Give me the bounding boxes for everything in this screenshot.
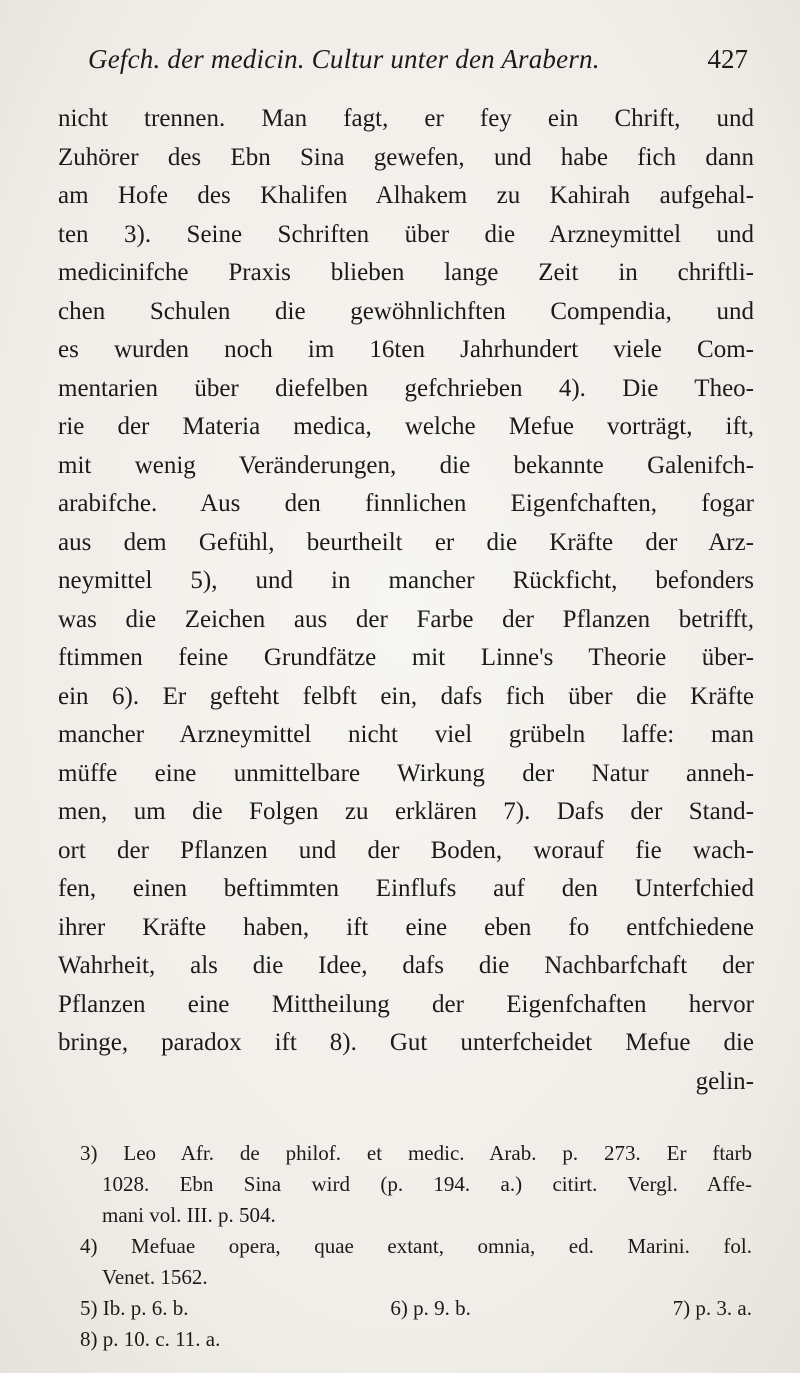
text-line: aus dem Gefühl, beurtheilt er die Kräfte der Arz- — [58, 528, 754, 556]
text-line: ten 3). Seine Schriften über die Arzneymittel und — [58, 220, 754, 248]
page-header — [88, 44, 748, 84]
text-line: fen, einen beftimmten Einflufs auf den Unterfchied — [58, 875, 754, 902]
text-line: ftimmen feine Grundfätze mit Linne's Theorie über- — [58, 644, 754, 671]
text-line: rie der Materia medica, welche Mefue vorträgt, ift, — [58, 413, 754, 440]
footnote-4-line: Venet. 1562. — [102, 1265, 208, 1289]
text-line: müffe eine unmittelbare Wirkung der Natur anneh- — [58, 759, 754, 787]
body-text — [58, 100, 754, 1101]
footnotes-5-6-7-row — [80, 1293, 752, 1324]
footnote-7: 7) p. 3. a. — [672, 1296, 752, 1320]
text-line: mit wenig Veränderungen, die bekannte Galenifch- — [58, 451, 754, 479]
text-line: bringe, paradox ift 8). Gut unterfcheidet Mefue die — [58, 1029, 754, 1056]
text-line: nicht trennen. Man fagt, er fey ein Chrift, und — [58, 105, 754, 132]
footnote-8: 8) p. 10. c. 11. a. — [80, 1327, 221, 1351]
text-line: Zuhörer des Ebn Sina gewefen, und habe fich dann — [58, 143, 754, 171]
text-line: was die Zeichen aus der Farbe der Pflanzen betrifft, — [58, 605, 754, 633]
text-line: mentarien über diefelben gefchrieben 4). Die Theo- — [58, 374, 754, 402]
footnote-3-line: 3) Leo Afr. de philof. et medic. Arab. p. 273. Er ftarb — [80, 1141, 752, 1165]
text-line: am Hofe des Khalifen Alhakem zu Kahirah aufgehal- — [58, 182, 754, 209]
text-line: ort der Pflanzen und der Boden, worauf fie wach- — [58, 836, 754, 864]
footnote-6: 6) p. 9. b. — [390, 1296, 471, 1320]
text-line: es wurden noch im 16ten Jahrhundert viele Com- — [58, 336, 754, 363]
text-line: arabifche. Aus den finnlichen Eigenfchaften, fogar — [58, 490, 754, 517]
page-number: 427 — [707, 44, 748, 74]
footnote-4-line: 4) Mefuae opera, quae extant, omnia, ed. Marini. fol. — [80, 1234, 752, 1258]
footnote-3-line: 1028. Ebn Sina wird (p. 194. a.) citirt. Vergl. Affe- — [102, 1172, 752, 1196]
running-title: Gefch. der medicin. Cultur unter den Arabern. — [88, 44, 600, 74]
text-line: ihrer Kräfte haben, ift eine eben fo entfchiedene — [58, 913, 754, 941]
footnote-3-line: mani vol. III. p. 504. — [102, 1203, 276, 1227]
text-line: chen Schulen die gewöhnlichften Compendia, und — [58, 297, 754, 325]
text-line: mancher Arzneymittel nicht viel grübeln laffe: man — [58, 721, 754, 748]
text-line: Pflanzen eine Mittheilung der Eigenfchaften hervor — [58, 990, 754, 1018]
text-line: men, um die Folgen zu erklären 7). Dafs der Stand- — [58, 798, 754, 825]
text-line: Wahrheit, als die Idee, dafs die Nachbarfchaft der — [58, 952, 754, 979]
text-line: neymittel 5), und in mancher Rückficht, befonders — [58, 567, 754, 594]
catchword: gelin- — [695, 1067, 754, 1095]
text-line: ein 6). Er gefteht felbft ein, dafs fich über die Kräfte — [58, 682, 754, 710]
footnote-5: 5) Ib. p. 6. b. — [80, 1296, 189, 1320]
footnotes — [80, 1138, 752, 1355]
text-line: medicinifche Praxis blieben lange Zeit in chriftli- — [58, 259, 754, 286]
